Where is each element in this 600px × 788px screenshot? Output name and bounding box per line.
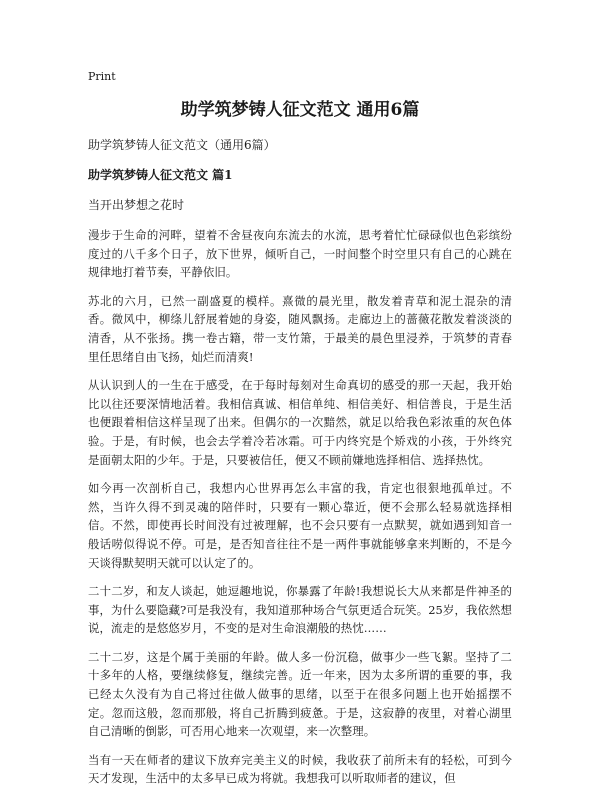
- paragraph: 漫步于生命的河畔，望着不舍昼夜向东流去的水流，思考着忙忙碌碌似也色彩缤纷度过的八千多个日子，放下世界，倾听自己，一时间整个时空里只有自己的心跳在规律地打着节奏，平静依旧。: [88, 228, 512, 280]
- document-title: 助学筑梦铸人征文范文 通用6篇: [180, 100, 420, 120]
- paragraph: 当有一天在师者的建议下放弃完美主义的时候，我收获了前所未有的轻松，可到今天才发现，生活中的太多早已成为将就。我想我可以听取师者的建议，但: [88, 752, 512, 786]
- paragraph: 如今再一次剖析自己，我想内心世界再怎么丰富的我，肯定也很狠地孤单过。不然，当许久得不到灵魂的陪伴时，只要有一颗心靠近，便不会那么轻易就选择相信。不然，即使再长时间没有过被理解，也不会只要有一点默契，就如遇到知音一般话唠似得说不停。可是，是否知音往往不是一两件事就能够拿来判断的，不是今天谈得默契明天就可以认定了的。: [88, 481, 512, 570]
- essay-title: 当开出梦想之花时: [88, 198, 185, 212]
- paragraph: 苏北的六月，已然一副盛夏的模样。熹微的晨光里，散发着青草和泥土混杂的清香。微风中，柳绦儿舒展着她的身姿，随风飘扬。走廊边上的蔷薇花散发着淡淡的清香，从不张扬。携一卷古籍，带一支竹箫，于最美的晨色里浸养，于筑梦的青春里任思绪自由飞扬，灿烂而清爽!: [88, 293, 512, 364]
- document-subtitle: 助学筑梦铸人征文范文（通用6篇）: [88, 138, 276, 152]
- section-heading: 助学筑梦铸人征文范文 篇1: [88, 168, 233, 182]
- paragraph: 二十二岁，和友人谈起，她逗趣地说，你暴露了年龄!我想说长大从来都是件神圣的事，为什么要隐藏?可是我没有，我知道那种场合气氛更适合玩笑。25岁，我依然想说，流走的是悠悠岁月，不变的是对生命浪潮般的热忱……: [88, 584, 512, 636]
- paragraph: 从认识到人的一生在于感受，在于每时每刻对生命真切的感受的那一天起，我开始比以往还要深情地活着。我相信真诚、相信单纯、相信美好、相信善良，于是生活也便跟着相信这样呈现了出来。但偶尔的一次黯然，就足以给我色彩浓重的灰色体验。于是，有时候，也会去学着冷若冰霜。可于内终究是个矫戏的小孩，于外终究是面朝太阳的少年。于是，只要被信任，便又不顾前嫌地选择相信、选择热忱。: [88, 378, 512, 467]
- print-label: Print: [88, 70, 116, 83]
- paragraph: 二十二岁，这是个属于美丽的年龄。做人多一份沉稳，做事少一些飞絮。坚持了二十多年的人格，要继续修复，继续完善。近一年来，因为太多所谓的重要的事，我已经太久没有为自己将过往做人做事的思绪，以至于在很多问题上也开始摇摆不定。忽而这般，忽而那般，将自己折腾到疲惫。于是，这寂静的夜里，对着心湖里自己清晰的倒影，可否用心地来一次观望，来一次整理。: [88, 649, 512, 739]
